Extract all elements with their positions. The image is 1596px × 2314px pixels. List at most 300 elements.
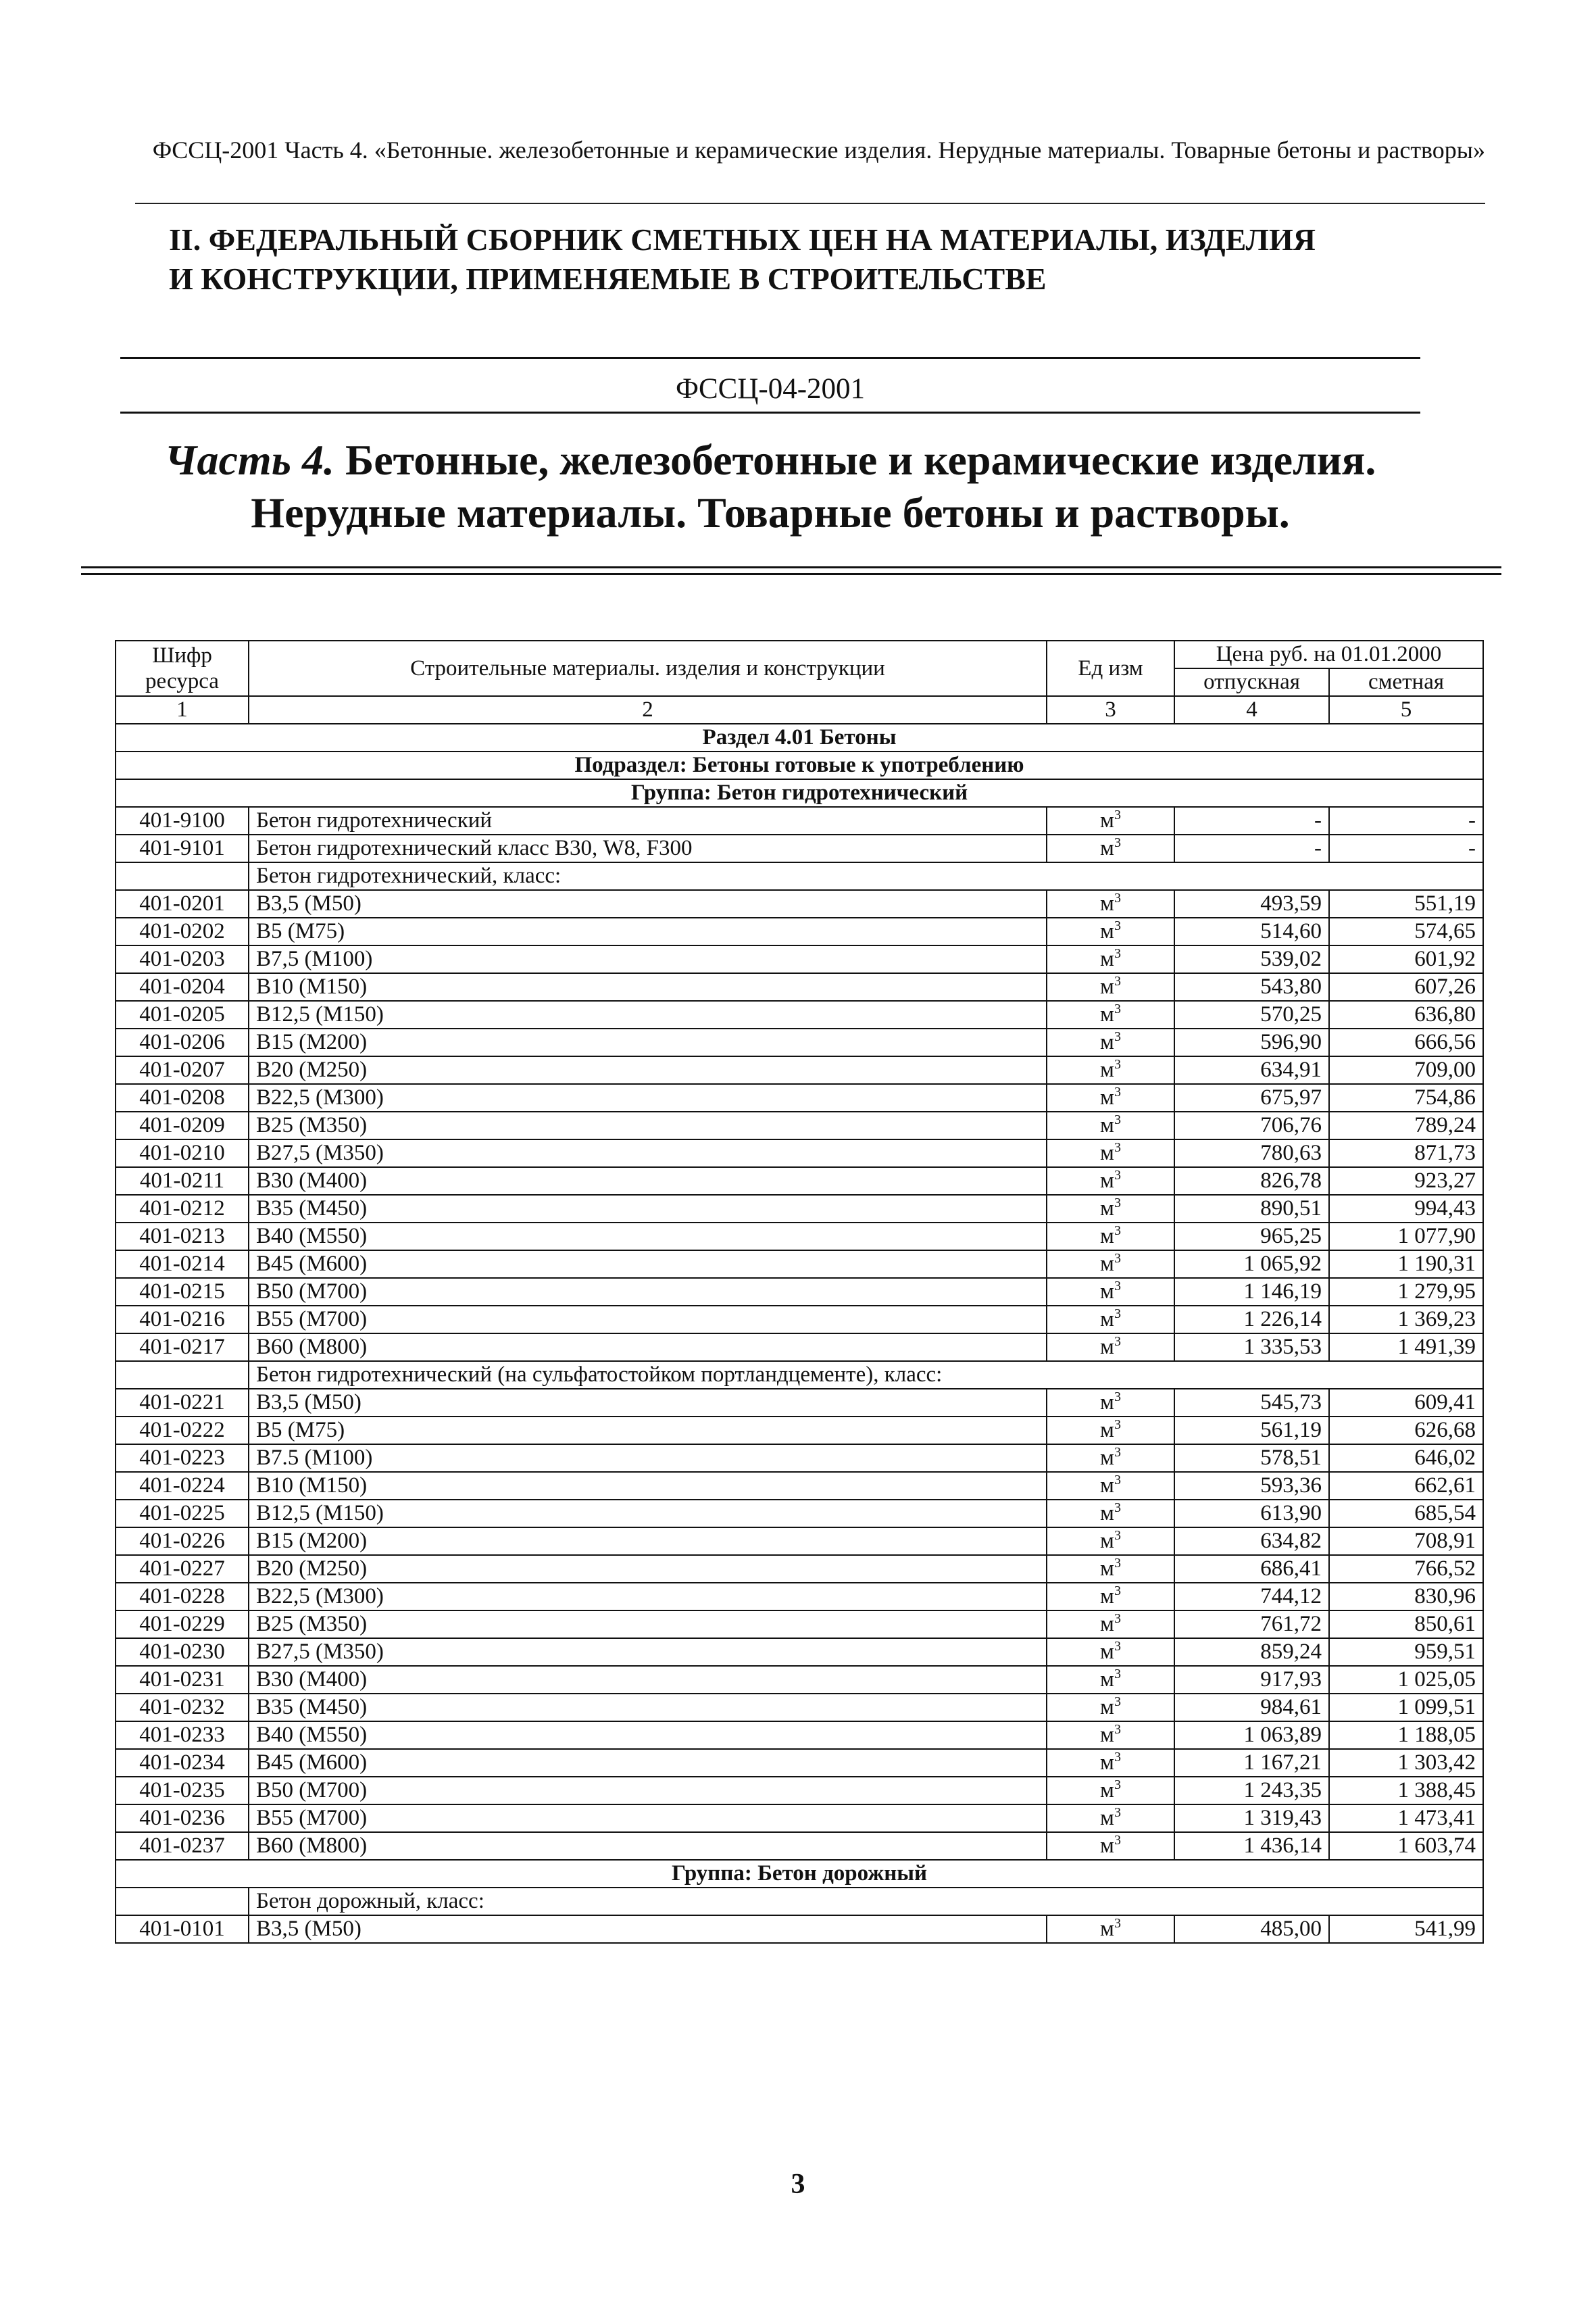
cell-name: В10 (М150) — [249, 973, 1047, 1001]
unit-exponent: 3 — [1114, 1500, 1121, 1515]
price-table — [115, 640, 1484, 1944]
cell-code: 401-0211 — [116, 1167, 249, 1195]
unit-exponent: 3 — [1114, 1833, 1121, 1848]
cell-estimate: 646,02 — [1329, 1444, 1483, 1472]
table-row — [116, 807, 1483, 835]
page-number: 3 — [791, 2169, 805, 2200]
unit-exponent: 3 — [1114, 1306, 1121, 1321]
cell-code: 401-9101 — [116, 835, 249, 862]
main-title-line-1: II. ФЕДЕРАЛЬНЫЙ СБОРНИК СМЕТНЫХ ЦЕН НА МАТЕРИАЛЫ, ИЗДЕЛИЯ — [169, 222, 1316, 257]
cell-name: В5 (М75) — [249, 1417, 1047, 1444]
part-title-line-2: Нерудные материалы. Товарные бетоны и растворы. — [251, 489, 1290, 537]
cell-estimate: 666,56 — [1329, 1029, 1483, 1056]
col-number-4: 4 — [1174, 696, 1329, 724]
unit-exponent: 3 — [1114, 946, 1121, 961]
table-column-numbers — [116, 696, 1483, 724]
cell-code: 401-9100 — [116, 807, 249, 835]
cell-estimate: 685,54 — [1329, 1500, 1483, 1527]
subsection-title: Подраздел: Бетоны готовые к употреблению — [116, 752, 1483, 779]
cell-estimate: 789,24 — [1329, 1112, 1483, 1139]
table-row — [116, 1915, 1483, 1943]
collection-code: ФССЦ-04-2001 — [675, 373, 866, 405]
cell-name: В20 (М250) — [249, 1555, 1047, 1583]
cell-release: 1 226,14 — [1174, 1306, 1329, 1333]
unit-exponent: 3 — [1114, 1556, 1121, 1571]
table-row — [116, 890, 1483, 918]
cell-release: 578,51 — [1174, 1444, 1329, 1472]
cell-unit: $м^3$ — [1047, 1721, 1174, 1749]
cell-name: Бетон гидротехнический — [249, 807, 1047, 835]
cell-estimate: 830,96 — [1329, 1583, 1483, 1610]
header-name: Строительные материалы. изделия и конструкции — [249, 641, 1047, 696]
cell-name: В45 (М600) — [249, 1250, 1047, 1278]
cell-code: 401-0225 — [116, 1500, 249, 1527]
blank-cell — [116, 862, 249, 890]
cell-name: В30 (М400) — [249, 1167, 1047, 1195]
cell-name: В3,5 (М50) — [249, 1915, 1047, 1943]
unit-exponent: 3 — [1114, 1417, 1121, 1432]
cell-estimate: 1 303,42 — [1329, 1749, 1483, 1777]
cell-unit: $м^3$ — [1047, 1500, 1174, 1527]
table-row — [116, 1278, 1483, 1306]
unit-exponent: 3 — [1114, 1750, 1121, 1765]
table-row — [116, 918, 1483, 945]
unit-exponent: 3 — [1114, 1223, 1121, 1238]
subgroup-title: Бетон гидротехнический, класс: — [249, 862, 1483, 890]
cell-unit: $м^3$ — [1047, 807, 1174, 835]
col-number-1: 1 — [116, 696, 249, 724]
cell-name: В25 (М350) — [249, 1112, 1047, 1139]
unit-exponent: 3 — [1114, 1334, 1121, 1349]
cell-unit: $м^3$ — [1047, 918, 1174, 945]
table-row — [116, 1777, 1483, 1804]
part-title-line-1: Бетонные, железобетонные и керамические изделия. — [345, 436, 1376, 484]
cell-release: 1 063,89 — [1174, 1721, 1329, 1749]
part-label: Часть 4. — [164, 436, 334, 484]
cell-release: 965,25 — [1174, 1223, 1329, 1250]
cell-estimate: 871,73 — [1329, 1139, 1483, 1167]
cell-estimate: 609,41 — [1329, 1389, 1483, 1417]
cell-unit: $м^3$ — [1047, 1527, 1174, 1555]
table-row — [116, 1139, 1483, 1167]
section-title: Раздел 4.01 Бетоны — [116, 724, 1483, 752]
unit-exponent: 3 — [1114, 1196, 1121, 1210]
cell-estimate: 766,52 — [1329, 1555, 1483, 1583]
cell-name: В7.5 (М100) — [249, 1444, 1047, 1472]
unit-exponent: 3 — [1114, 1057, 1121, 1072]
cell-name: В60 (М800) — [249, 1333, 1047, 1361]
unit-exponent: 3 — [1114, 1722, 1121, 1737]
cell-estimate: 541,99 — [1329, 1915, 1483, 1943]
cell-release: 543,80 — [1174, 973, 1329, 1001]
cell-unit: $м^3$ — [1047, 1832, 1174, 1860]
cell-estimate: 959,51 — [1329, 1638, 1483, 1666]
table-row — [116, 1112, 1483, 1139]
cell-name: В5 (М75) — [249, 918, 1047, 945]
main-title-line-2: И КОНСТРУКЦИИ, ПРИМЕНЯЕМЫЕ В СТРОИТЕЛЬСТВЕ — [169, 262, 1047, 296]
double-rule — [81, 566, 1501, 575]
cell-release: 686,41 — [1174, 1555, 1329, 1583]
subgroup-row — [116, 862, 1483, 890]
table-row — [116, 1417, 1483, 1444]
cell-release: 984,61 — [1174, 1694, 1329, 1721]
cell-code: 401-0205 — [116, 1001, 249, 1029]
cell-estimate: 1 603,74 — [1329, 1832, 1483, 1860]
cell-release: 859,24 — [1174, 1638, 1329, 1666]
unit-exponent: 3 — [1114, 1168, 1121, 1183]
cell-estimate: 1 188,05 — [1329, 1721, 1483, 1749]
group-row — [116, 779, 1483, 807]
cell-name: В40 (М550) — [249, 1223, 1047, 1250]
code-rule-top — [120, 357, 1420, 359]
unit-exponent: 3 — [1114, 1611, 1121, 1626]
cell-unit: $м^3$ — [1047, 1583, 1174, 1610]
subgroup-title: Бетон гидротехнический (на сульфатостойком портландцементе), класс: — [249, 1361, 1483, 1389]
unit-exponent: 3 — [1114, 1445, 1121, 1460]
unit-exponent: 3 — [1114, 1002, 1121, 1016]
running-head: ФССЦ-2001 Часть 4. «Бетонные. железобетонные и керамические изделия. Нерудные материалы. Товарные бетоны и растворы» — [152, 137, 1485, 164]
cell-estimate: 754,86 — [1329, 1084, 1483, 1112]
cell-unit: $м^3$ — [1047, 1250, 1174, 1278]
price-table-body — [116, 641, 1483, 1943]
part-title — [120, 434, 1420, 539]
cell-release: 780,63 — [1174, 1139, 1329, 1167]
cell-name: В45 (М600) — [249, 1749, 1047, 1777]
cell-name: В15 (М200) — [249, 1527, 1047, 1555]
cell-release: 561,19 — [1174, 1417, 1329, 1444]
unit-exponent: 3 — [1114, 891, 1121, 906]
cell-unit: $м^3$ — [1047, 1084, 1174, 1112]
cell-release: 593,36 — [1174, 1472, 1329, 1500]
subgroup-title: Бетон дорожный, класс: — [249, 1888, 1483, 1915]
col-number-3: 3 — [1047, 696, 1174, 724]
cell-estimate: 1 025,05 — [1329, 1666, 1483, 1694]
table-row — [116, 1583, 1483, 1610]
blank-cell — [116, 1361, 249, 1389]
cell-release: 634,91 — [1174, 1056, 1329, 1084]
cell-code: 401-0208 — [116, 1084, 249, 1112]
cell-code: 401-0234 — [116, 1749, 249, 1777]
cell-name: В50 (М700) — [249, 1777, 1047, 1804]
cell-unit: $м^3$ — [1047, 1001, 1174, 1029]
table-row — [116, 1610, 1483, 1638]
cell-name: В60 (М800) — [249, 1832, 1047, 1860]
cell-unit: $м^3$ — [1047, 1167, 1174, 1195]
cell-code: 401-0228 — [116, 1583, 249, 1610]
blank-cell — [116, 1888, 249, 1915]
cell-estimate: 1 491,39 — [1329, 1333, 1483, 1361]
cell-code: 401-0206 — [116, 1029, 249, 1056]
cell-unit: $м^3$ — [1047, 1444, 1174, 1472]
header-release: отпускная — [1174, 668, 1329, 696]
cell-release: 1 167,21 — [1174, 1749, 1329, 1777]
cell-name: В35 (М450) — [249, 1694, 1047, 1721]
cell-code: 401-0207 — [116, 1056, 249, 1084]
cell-unit: $м^3$ — [1047, 1112, 1174, 1139]
cell-unit: $м^3$ — [1047, 1694, 1174, 1721]
unit-exponent: 3 — [1114, 1085, 1121, 1100]
cell-estimate: 1 388,45 — [1329, 1777, 1483, 1804]
cell-estimate: - — [1329, 807, 1483, 835]
cell-name: В40 (М550) — [249, 1721, 1047, 1749]
cell-estimate: 1 190,31 — [1329, 1250, 1483, 1278]
cell-release: 675,97 — [1174, 1084, 1329, 1112]
cell-unit: $м^3$ — [1047, 945, 1174, 973]
cell-code: 401-0201 — [116, 890, 249, 918]
cell-code: 401-0230 — [116, 1638, 249, 1666]
cell-code: 401-0204 — [116, 973, 249, 1001]
cell-unit: $м^3$ — [1047, 1555, 1174, 1583]
cell-release: - — [1174, 807, 1329, 835]
unit-exponent: 3 — [1114, 1805, 1121, 1820]
cell-estimate: 601,92 — [1329, 945, 1483, 973]
cell-name: В55 (М700) — [249, 1306, 1047, 1333]
cell-code: 401-0214 — [116, 1250, 249, 1278]
section-row — [116, 724, 1483, 752]
unit-exponent: 3 — [1114, 1279, 1121, 1294]
cell-release: 596,90 — [1174, 1029, 1329, 1056]
cell-unit: $м^3$ — [1047, 1804, 1174, 1832]
cell-code: 401-0222 — [116, 1417, 249, 1444]
cell-unit: $м^3$ — [1047, 1749, 1174, 1777]
header-code: Шифр ресурса — [116, 641, 249, 696]
cell-release: 613,90 — [1174, 1500, 1329, 1527]
cell-code: 401-0233 — [116, 1721, 249, 1749]
unit-exponent: 3 — [1114, 974, 1121, 989]
table-row — [116, 1306, 1483, 1333]
subgroup-row — [116, 1888, 1483, 1915]
cell-unit: $м^3$ — [1047, 1472, 1174, 1500]
unit-exponent: 3 — [1114, 1583, 1121, 1598]
unit-exponent: 3 — [1114, 1112, 1121, 1127]
cell-name: В3,5 (М50) — [249, 1389, 1047, 1417]
cell-name: Бетон гидротехнический класс В30, W8, F300 — [249, 835, 1047, 862]
table-row — [116, 1223, 1483, 1250]
unit-exponent: 3 — [1114, 1251, 1121, 1266]
table-header-row — [116, 641, 1483, 668]
cell-code: 401-0235 — [116, 1777, 249, 1804]
table-row — [116, 1638, 1483, 1666]
cell-name: В35 (М450) — [249, 1195, 1047, 1223]
cell-unit: $м^3$ — [1047, 835, 1174, 862]
cell-unit: $м^3$ — [1047, 1389, 1174, 1417]
cell-unit: $м^3$ — [1047, 1417, 1174, 1444]
cell-code: 401-0217 — [116, 1333, 249, 1361]
cell-release: 514,60 — [1174, 918, 1329, 945]
table-row — [116, 1832, 1483, 1860]
cell-estimate: 1 369,23 — [1329, 1306, 1483, 1333]
table-row — [116, 1333, 1483, 1361]
main-title — [169, 220, 1453, 299]
cell-unit: $м^3$ — [1047, 1333, 1174, 1361]
cell-name: В22,5 (М300) — [249, 1084, 1047, 1112]
cell-code: 401-0203 — [116, 945, 249, 973]
table-row — [116, 1001, 1483, 1029]
cell-unit: $м^3$ — [1047, 1139, 1174, 1167]
cell-unit: $м^3$ — [1047, 1029, 1174, 1056]
table-row — [116, 1444, 1483, 1472]
unit-exponent: 3 — [1114, 1029, 1121, 1044]
cell-release: 485,00 — [1174, 1915, 1329, 1943]
cell-code: 401-0216 — [116, 1306, 249, 1333]
unit-exponent: 3 — [1114, 918, 1121, 933]
table-row — [116, 1250, 1483, 1278]
cell-estimate: 636,80 — [1329, 1001, 1483, 1029]
cell-estimate: 709,00 — [1329, 1056, 1483, 1084]
cell-estimate: 662,61 — [1329, 1472, 1483, 1500]
cell-unit: $м^3$ — [1047, 973, 1174, 1001]
unit-exponent: 3 — [1114, 808, 1121, 822]
table-row — [116, 1084, 1483, 1112]
cell-unit: $м^3$ — [1047, 1638, 1174, 1666]
cell-code: 401-0226 — [116, 1527, 249, 1555]
cell-code: 401-0236 — [116, 1804, 249, 1832]
unit-exponent: 3 — [1114, 835, 1121, 850]
cell-release: 493,59 — [1174, 890, 1329, 918]
col-number-5: 5 — [1329, 696, 1483, 724]
subsection-row — [116, 752, 1483, 779]
cell-name: В25 (М350) — [249, 1610, 1047, 1638]
cell-unit: $м^3$ — [1047, 1610, 1174, 1638]
cell-code: 401-0215 — [116, 1278, 249, 1306]
table-row — [116, 1527, 1483, 1555]
cell-code: 401-0213 — [116, 1223, 249, 1250]
cell-estimate: 994,43 — [1329, 1195, 1483, 1223]
cell-release: 761,72 — [1174, 1610, 1329, 1638]
cell-code: 401-0227 — [116, 1555, 249, 1583]
table-row — [116, 1804, 1483, 1832]
table-row — [116, 973, 1483, 1001]
cell-unit: $м^3$ — [1047, 1056, 1174, 1084]
cell-name: В12,5 (М150) — [249, 1001, 1047, 1029]
cell-unit: $м^3$ — [1047, 1915, 1174, 1943]
unit-exponent: 3 — [1114, 1777, 1121, 1792]
cell-estimate: 574,65 — [1329, 918, 1483, 945]
cell-release: - — [1174, 835, 1329, 862]
cell-release: 545,73 — [1174, 1389, 1329, 1417]
cell-unit: $м^3$ — [1047, 1195, 1174, 1223]
unit-exponent: 3 — [1114, 1667, 1121, 1681]
table-row — [116, 1029, 1483, 1056]
table-row — [116, 1749, 1483, 1777]
cell-unit: $м^3$ — [1047, 1777, 1174, 1804]
cell-release: 1 436,14 — [1174, 1832, 1329, 1860]
table-row — [116, 1500, 1483, 1527]
cell-estimate: 923,27 — [1329, 1167, 1483, 1195]
cell-name: В3,5 (М50) — [249, 890, 1047, 918]
table-row — [116, 835, 1483, 862]
cell-release: 1 146,19 — [1174, 1278, 1329, 1306]
cell-code: 401-0224 — [116, 1472, 249, 1500]
cell-code: 401-0221 — [116, 1389, 249, 1417]
cell-code: 401-0223 — [116, 1444, 249, 1472]
cell-estimate: 708,91 — [1329, 1527, 1483, 1555]
cell-release: 744,12 — [1174, 1583, 1329, 1610]
cell-estimate: 626,68 — [1329, 1417, 1483, 1444]
table-row — [116, 1666, 1483, 1694]
cell-name: В55 (М700) — [249, 1804, 1047, 1832]
cell-name: В12,5 (М150) — [249, 1500, 1047, 1527]
cell-name: В27,5 (М350) — [249, 1139, 1047, 1167]
table-row — [116, 1389, 1483, 1417]
cell-release: 917,93 — [1174, 1666, 1329, 1694]
cell-unit: $м^3$ — [1047, 890, 1174, 918]
cell-estimate: 850,61 — [1329, 1610, 1483, 1638]
unit-exponent: 3 — [1114, 1528, 1121, 1543]
cell-estimate: 1 077,90 — [1329, 1223, 1483, 1250]
header-unit: Ед изм — [1047, 641, 1174, 696]
cell-code: 401-0202 — [116, 918, 249, 945]
cell-release: 826,78 — [1174, 1167, 1329, 1195]
cell-name: В10 (М150) — [249, 1472, 1047, 1500]
cell-release: 1 319,43 — [1174, 1804, 1329, 1832]
cell-name: В22,5 (М300) — [249, 1583, 1047, 1610]
cell-release: 634,82 — [1174, 1527, 1329, 1555]
cell-name: В20 (М250) — [249, 1056, 1047, 1084]
unit-exponent: 3 — [1114, 1473, 1121, 1487]
unit-exponent: 3 — [1114, 1389, 1121, 1404]
cell-code: 401-0101 — [116, 1915, 249, 1943]
running-head-rule — [135, 203, 1485, 204]
table-row — [116, 1472, 1483, 1500]
cell-code: 401-0210 — [116, 1139, 249, 1167]
cell-code: 401-0229 — [116, 1610, 249, 1638]
cell-release: 1 335,53 — [1174, 1333, 1329, 1361]
cell-code: 401-0212 — [116, 1195, 249, 1223]
cell-name: В15 (М200) — [249, 1029, 1047, 1056]
table-row — [116, 945, 1483, 973]
cell-release: 1 243,35 — [1174, 1777, 1329, 1804]
group-title: Группа: Бетон гидротехнический — [116, 779, 1483, 807]
group-title: Группа: Бетон дорожный — [116, 1860, 1483, 1888]
unit-exponent: 3 — [1114, 1140, 1121, 1155]
cell-release: 539,02 — [1174, 945, 1329, 973]
table-row — [116, 1694, 1483, 1721]
table-row — [116, 1555, 1483, 1583]
cell-estimate: - — [1329, 835, 1483, 862]
cell-estimate: 1 099,51 — [1329, 1694, 1483, 1721]
unit-exponent: 3 — [1114, 1639, 1121, 1654]
cell-code: 401-0209 — [116, 1112, 249, 1139]
subgroup-row — [116, 1361, 1483, 1389]
code-rule-bottom — [120, 412, 1420, 414]
table-row — [116, 1167, 1483, 1195]
cell-release: 570,25 — [1174, 1001, 1329, 1029]
table-row — [116, 1721, 1483, 1749]
cell-unit: $м^3$ — [1047, 1223, 1174, 1250]
cell-unit: $м^3$ — [1047, 1666, 1174, 1694]
table-row — [116, 1056, 1483, 1084]
table-row — [116, 1195, 1483, 1223]
cell-estimate: 551,19 — [1329, 890, 1483, 918]
cell-release: 706,76 — [1174, 1112, 1329, 1139]
cell-code: 401-0232 — [116, 1694, 249, 1721]
cell-estimate: 1 279,95 — [1329, 1278, 1483, 1306]
cell-code: 401-0237 — [116, 1832, 249, 1860]
header-estimate: сметная — [1329, 668, 1483, 696]
cell-unit: $м^3$ — [1047, 1278, 1174, 1306]
cell-name: В27,5 (М350) — [249, 1638, 1047, 1666]
cell-code: 401-0231 — [116, 1666, 249, 1694]
unit-exponent: 3 — [1114, 1916, 1121, 1931]
header-price: Цена руб. на 01.01.2000 — [1174, 641, 1483, 668]
group-row — [116, 1860, 1483, 1888]
cell-name: В7,5 (М100) — [249, 945, 1047, 973]
cell-release: 890,51 — [1174, 1195, 1329, 1223]
cell-name: В50 (М700) — [249, 1278, 1047, 1306]
cell-release: 1 065,92 — [1174, 1250, 1329, 1278]
cell-estimate: 1 473,41 — [1329, 1804, 1483, 1832]
